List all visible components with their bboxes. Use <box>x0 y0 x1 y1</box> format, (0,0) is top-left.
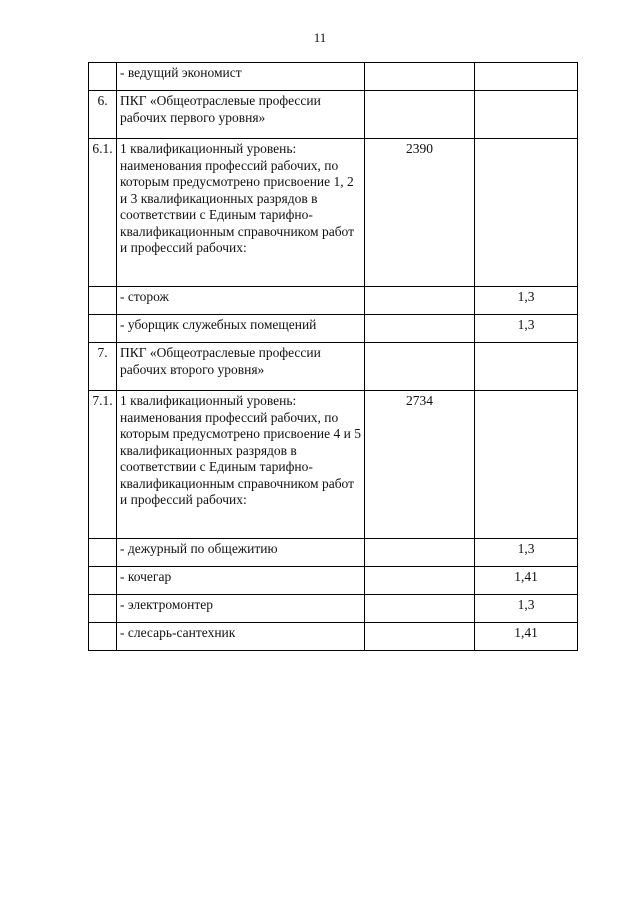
table-row <box>89 623 578 651</box>
row-salary <box>365 623 475 651</box>
row-coefficient: 1,3 <box>475 539 578 567</box>
row-salary <box>365 343 475 391</box>
table-row <box>89 595 578 623</box>
row-number: 7.1. <box>89 391 117 539</box>
row-name: - дежурный по общежитию <box>117 539 365 567</box>
row-coefficient <box>475 91 578 139</box>
row-coefficient: 1,41 <box>475 623 578 651</box>
row-number: 7. <box>89 343 117 391</box>
row-coefficient: 1,3 <box>475 315 578 343</box>
row-coefficient <box>475 63 578 91</box>
row-number: 6. <box>89 91 117 139</box>
row-salary <box>365 287 475 315</box>
row-number <box>89 595 117 623</box>
row-name: - кочегар <box>117 567 365 595</box>
row-salary: 2734 <box>365 391 475 539</box>
row-salary <box>365 91 475 139</box>
row-salary <box>365 63 475 91</box>
row-salary <box>365 539 475 567</box>
row-number <box>89 315 117 343</box>
table-row <box>89 567 578 595</box>
table-row <box>89 343 578 391</box>
table-row <box>89 139 578 287</box>
row-number: 6.1. <box>89 139 117 287</box>
row-number <box>89 567 117 595</box>
row-number <box>89 623 117 651</box>
row-salary <box>365 595 475 623</box>
row-name: ПКГ «Общеотраслевые профессии рабочих второго уровня» <box>117 343 365 391</box>
row-name: 1 квалификационный уровень: наименования профессий рабочих, по которым предусмотрено присвоение 4 и 5 квалификационных разрядов в соответствии с Единым тарифно-квалификационным справочником работ и профессий рабочих: <box>117 391 365 539</box>
table-row <box>89 63 578 91</box>
row-salary <box>365 567 475 595</box>
table-row <box>89 91 578 139</box>
table-row <box>89 391 578 539</box>
row-name: - уборщик служебных помещений <box>117 315 365 343</box>
row-number <box>89 287 117 315</box>
row-number <box>89 539 117 567</box>
salary-table <box>88 62 578 651</box>
table-row <box>89 539 578 567</box>
row-number <box>89 63 117 91</box>
row-coefficient: 1,3 <box>475 595 578 623</box>
table-row <box>89 287 578 315</box>
table-row <box>89 315 578 343</box>
row-coefficient <box>475 139 578 287</box>
page-number: 11 <box>313 30 327 45</box>
row-coefficient <box>475 343 578 391</box>
row-name: - сторож <box>117 287 365 315</box>
row-coefficient <box>475 391 578 539</box>
row-name: ПКГ «Общеотраслевые профессии рабочих первого уровня» <box>117 91 365 139</box>
row-name: - электромонтер <box>117 595 365 623</box>
row-coefficient: 1,3 <box>475 287 578 315</box>
row-name: - ведущий экономист <box>117 63 365 91</box>
row-name: 1 квалификационный уровень: наименования профессий рабочих, по которым предусмотрено присвоение 1, 2 и 3 квалификационных разрядов в соответствии с Единым тарифно-квалификационным справочником работ и профессий рабочих: <box>117 139 365 287</box>
row-salary: 2390 <box>365 139 475 287</box>
row-salary <box>365 315 475 343</box>
row-coefficient: 1,41 <box>475 567 578 595</box>
row-name: - слесарь-сантехник <box>117 623 365 651</box>
